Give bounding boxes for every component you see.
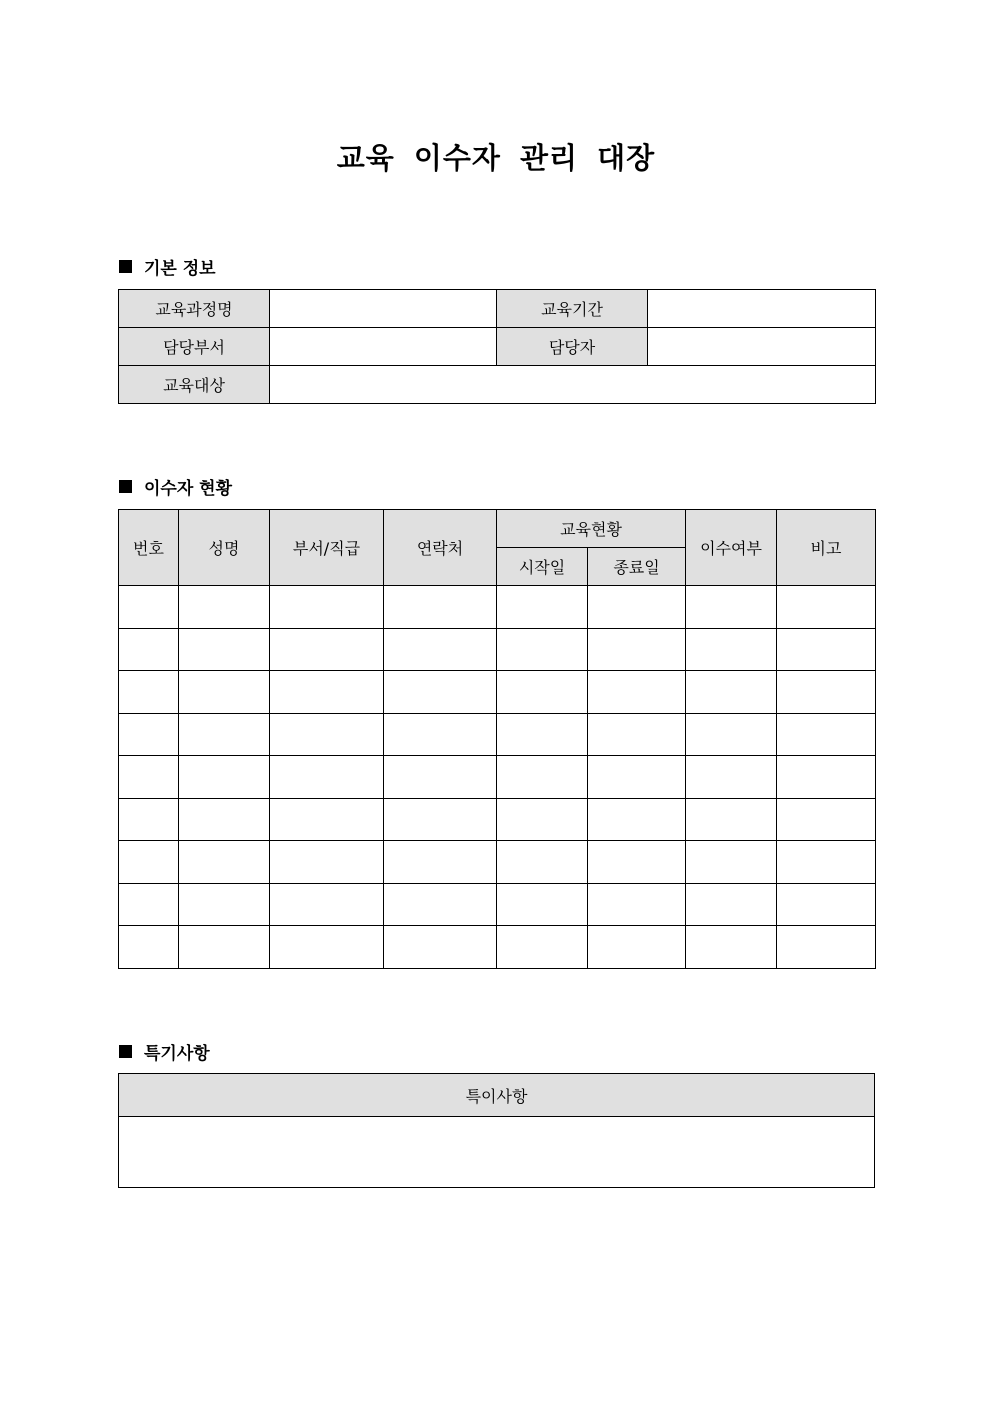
cell-end-date[interactable] bbox=[588, 713, 686, 756]
cell-start-date[interactable] bbox=[497, 756, 588, 799]
cell-start-date[interactable] bbox=[497, 628, 588, 671]
cell-name[interactable] bbox=[179, 883, 270, 926]
cell-contact[interactable] bbox=[384, 798, 497, 841]
cell-remarks[interactable] bbox=[777, 798, 876, 841]
table-row bbox=[119, 628, 876, 671]
col-header-name: 성명 bbox=[179, 510, 270, 586]
target-label: 교육대상 bbox=[119, 366, 270, 404]
basic-info-table bbox=[118, 289, 876, 404]
table-row bbox=[119, 798, 876, 841]
period-field[interactable] bbox=[648, 290, 876, 328]
cell-number[interactable] bbox=[119, 841, 179, 884]
cell-remarks[interactable] bbox=[777, 926, 876, 969]
cell-remarks[interactable] bbox=[777, 713, 876, 756]
period-label: 교육기간 bbox=[497, 290, 648, 328]
cell-contact[interactable] bbox=[384, 841, 497, 884]
cell-start-date[interactable] bbox=[497, 798, 588, 841]
cell-remarks[interactable] bbox=[777, 756, 876, 799]
cell-dept-rank[interactable] bbox=[270, 586, 384, 629]
cell-dept-rank[interactable] bbox=[270, 671, 384, 714]
cell-start-date[interactable] bbox=[497, 671, 588, 714]
cell-contact[interactable] bbox=[384, 756, 497, 799]
cell-completion[interactable] bbox=[686, 586, 777, 629]
course-name-field[interactable] bbox=[270, 290, 497, 328]
page-title: 교육 이수자 관리 대장 bbox=[336, 141, 656, 175]
cell-number[interactable] bbox=[119, 883, 179, 926]
col-header-end-date: 종료일 bbox=[588, 548, 686, 586]
manager-field[interactable] bbox=[648, 328, 876, 366]
cell-contact[interactable] bbox=[384, 713, 497, 756]
cell-completion[interactable] bbox=[686, 756, 777, 799]
cell-name[interactable] bbox=[179, 628, 270, 671]
table-row bbox=[119, 883, 876, 926]
cell-contact[interactable] bbox=[384, 883, 497, 926]
cell-completion[interactable] bbox=[686, 628, 777, 671]
col-header-contact: 연락처 bbox=[384, 510, 497, 586]
cell-contact[interactable] bbox=[384, 926, 497, 969]
square-bullet-icon bbox=[119, 480, 132, 493]
cell-end-date[interactable] bbox=[588, 671, 686, 714]
cell-end-date[interactable] bbox=[588, 628, 686, 671]
cell-number[interactable] bbox=[119, 586, 179, 629]
cell-dept-rank[interactable] bbox=[270, 841, 384, 884]
cell-dept-rank[interactable] bbox=[270, 926, 384, 969]
cell-completion[interactable] bbox=[686, 883, 777, 926]
cell-number[interactable] bbox=[119, 671, 179, 714]
square-bullet-icon bbox=[119, 1045, 132, 1058]
cell-dept-rank[interactable] bbox=[270, 756, 384, 799]
department-label: 담당부서 bbox=[119, 328, 270, 366]
cell-start-date[interactable] bbox=[497, 883, 588, 926]
cell-end-date[interactable] bbox=[588, 798, 686, 841]
cell-end-date[interactable] bbox=[588, 586, 686, 629]
section-heading-basic-info bbox=[119, 254, 216, 279]
cell-end-date[interactable] bbox=[588, 883, 686, 926]
table-row bbox=[119, 671, 876, 714]
cell-start-date[interactable] bbox=[497, 713, 588, 756]
cell-end-date[interactable] bbox=[588, 926, 686, 969]
cell-name[interactable] bbox=[179, 798, 270, 841]
square-bullet-icon bbox=[119, 260, 132, 273]
cell-dept-rank[interactable] bbox=[270, 713, 384, 756]
cell-contact[interactable] bbox=[384, 628, 497, 671]
target-field[interactable] bbox=[270, 366, 876, 404]
course-name-label: 교육과정명 bbox=[119, 290, 270, 328]
cell-dept-rank[interactable] bbox=[270, 628, 384, 671]
cell-remarks[interactable] bbox=[777, 628, 876, 671]
col-header-number: 번호 bbox=[119, 510, 179, 586]
col-header-edu-status: 교육현황 bbox=[497, 510, 686, 548]
table-row bbox=[119, 841, 876, 884]
cell-start-date[interactable] bbox=[497, 926, 588, 969]
cell-end-date[interactable] bbox=[588, 841, 686, 884]
cell-name[interactable] bbox=[179, 713, 270, 756]
cell-dept-rank[interactable] bbox=[270, 883, 384, 926]
cell-name[interactable] bbox=[179, 586, 270, 629]
cell-completion[interactable] bbox=[686, 671, 777, 714]
col-header-start-date: 시작일 bbox=[497, 548, 588, 586]
notes-content-field[interactable] bbox=[119, 1117, 875, 1188]
cell-number[interactable] bbox=[119, 628, 179, 671]
notes-table bbox=[118, 1073, 875, 1188]
cell-contact[interactable] bbox=[384, 671, 497, 714]
cell-contact[interactable] bbox=[384, 586, 497, 629]
table-row bbox=[119, 926, 876, 969]
cell-dept-rank[interactable] bbox=[270, 798, 384, 841]
cell-number[interactable] bbox=[119, 798, 179, 841]
table-row bbox=[119, 756, 876, 799]
cell-name[interactable] bbox=[179, 671, 270, 714]
cell-completion[interactable] bbox=[686, 926, 777, 969]
section-heading-notes bbox=[119, 1039, 210, 1064]
cell-completion[interactable] bbox=[686, 713, 777, 756]
cell-number[interactable] bbox=[119, 926, 179, 969]
cell-completion[interactable] bbox=[686, 798, 777, 841]
section-heading-label: 이수자 현황 bbox=[144, 479, 233, 499]
cell-name[interactable] bbox=[179, 841, 270, 884]
section-heading-status bbox=[119, 474, 232, 499]
cell-remarks[interactable] bbox=[777, 841, 876, 884]
manager-label: 담당자 bbox=[497, 328, 648, 366]
cell-completion[interactable] bbox=[686, 841, 777, 884]
cell-remarks[interactable] bbox=[777, 586, 876, 629]
department-field[interactable] bbox=[270, 328, 497, 366]
cell-name[interactable] bbox=[179, 756, 270, 799]
col-header-completion: 이수여부 bbox=[686, 510, 777, 586]
cell-remarks[interactable] bbox=[777, 883, 876, 926]
table-row bbox=[119, 713, 876, 756]
cell-number[interactable] bbox=[119, 756, 179, 799]
cell-end-date[interactable] bbox=[588, 756, 686, 799]
cell-number[interactable] bbox=[119, 713, 179, 756]
cell-start-date[interactable] bbox=[497, 586, 588, 629]
cell-name[interactable] bbox=[179, 926, 270, 969]
section-heading-label: 기본 정보 bbox=[144, 259, 216, 279]
trainee-status-table bbox=[118, 509, 876, 969]
col-header-remarks: 비고 bbox=[777, 510, 876, 586]
section-heading-label: 특기사항 bbox=[144, 1044, 210, 1064]
cell-start-date[interactable] bbox=[497, 841, 588, 884]
col-header-dept-rank: 부서/직급 bbox=[270, 510, 384, 586]
table-row bbox=[119, 586, 876, 629]
notes-header: 특이사항 bbox=[119, 1074, 875, 1117]
cell-remarks[interactable] bbox=[777, 671, 876, 714]
